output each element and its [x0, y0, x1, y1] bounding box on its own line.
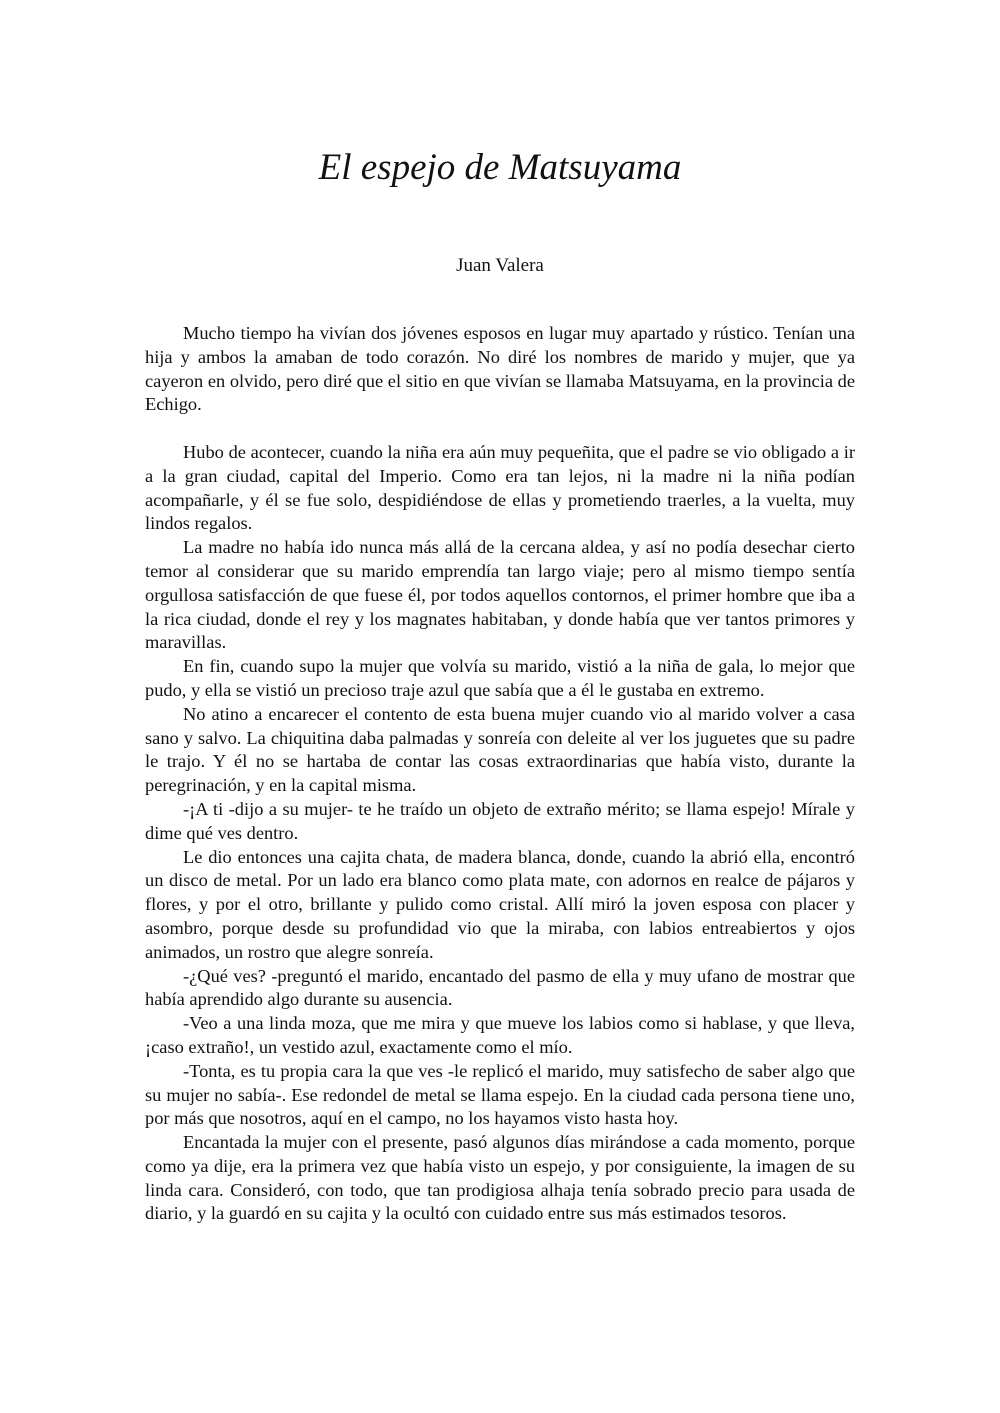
paragraph: -¡A ti -dijo a su mujer- te he traído un objeto de extraño mérito; se llama espejo! Mírale y dime qué ves dentro.: [145, 798, 855, 843]
paragraph: No atino a encarecer el contento de esta buena mujer cuando vio al marido volver a casa sano y salvo. La chiquitina daba palmadas y sonreía con deleite al ver los juguetes que su padre le trajo. Y él no se hartaba de contar las cosas extraordinarias que había visto, durante la peregrinación, y en la capital misma.: [145, 703, 855, 796]
paragraph: -¿Qué ves? -preguntó el marido, encantado del pasmo de ella y muy ufano de mostrar que había aprendido algo durante su ausencia.: [145, 965, 855, 1010]
document-title: El espejo de Matsuyama: [318, 147, 682, 188]
paragraph: En fin, cuando supo la mujer que volvía su marido, vistió a la niña de gala, lo mejor que pudo, y ella se vistió un precioso traje azul que sabía que a él le gustaba en extremo.: [145, 656, 855, 700]
paragraph: Encantada la mujer con el presente, pasó algunos días mirándose a cada momento, porque como ya dije, era la primera vez que había visto un espejo, y por consiguiente, la imagen de su linda cara. Consideró, con todo, que tan prodigiosa alhaja tenía sobrado precio para usada de diario, y la guardó en su cajita y la ocultó con cuidado entre sus más estimados tesoros.: [145, 1132, 855, 1224]
paragraph: Le dio entonces una cajita chata, de madera blanca, donde, cuando la abrió ella, encontró un disco de metal. Por un lado era blanco como plata mate, con adornos en realce de pájaros y flores, y por el otro, brillante y pulido como cristal. Allí miró la joven esposa con placer y asombro, porque desde su profundidad vio que la miraba, con labios entreabiertos y ojos animados, un rostro que alegre sonreía.: [145, 846, 855, 962]
paragraph: -Tonta, es tu propia cara la que ves -le replicó el marido, muy satisfecho de saber algo que su mujer no sabía-. Ese redondel de metal se llama espejo. En la ciudad cada persona tiene uno, por más que nosotros, aquí en el campo, no los hayamos visto hasta hoy.: [145, 1060, 855, 1129]
document-author: Juan Valera: [456, 255, 544, 276]
document-body: [145, 322, 855, 1226]
paragraph: Hubo de acontecer, cuando la niña era aún muy pequeñita, que el padre se vio obligado a ir a la gran ciudad, capital del Imperio. Como era tan lejos, ni la madre ni la niña podían acompañarle, y él se fue solo, despidiéndose de ellas y prometiendo traerles, a la vuelta, muy lindos regalos.: [145, 441, 855, 534]
paragraph: La madre no había ido nunca más allá de la cercana aldea, y así no podía desechar cierto temor al considerar que su marido emprendía tan largo viaje; pero al mismo tiempo sentía orgullosa satisfacción de que fuese él, por todos aquellos contornos, el primer hombre que iba a la rica ciudad, donde el rey y los magnates habitaban, y donde había que ver tantos primores y maravillas.: [145, 537, 855, 653]
paragraph: -Veo a una linda moza, que me mira y que mueve los labios como si hablase, y que lleva, ¡caso extraño!, un vestido azul, exactamente como el mío.: [145, 1013, 855, 1057]
paragraph: Mucho tiempo ha vivían dos jóvenes esposos en lugar muy apartado y rústico. Tenían una hija y ambos la amaban de todo corazón. No diré los nombres de marido y mujer, que ya cayeron en olvido, pero diré que el sitio en que vivían se llamaba Matsuyama, en la provincia de Echigo.: [145, 323, 855, 415]
